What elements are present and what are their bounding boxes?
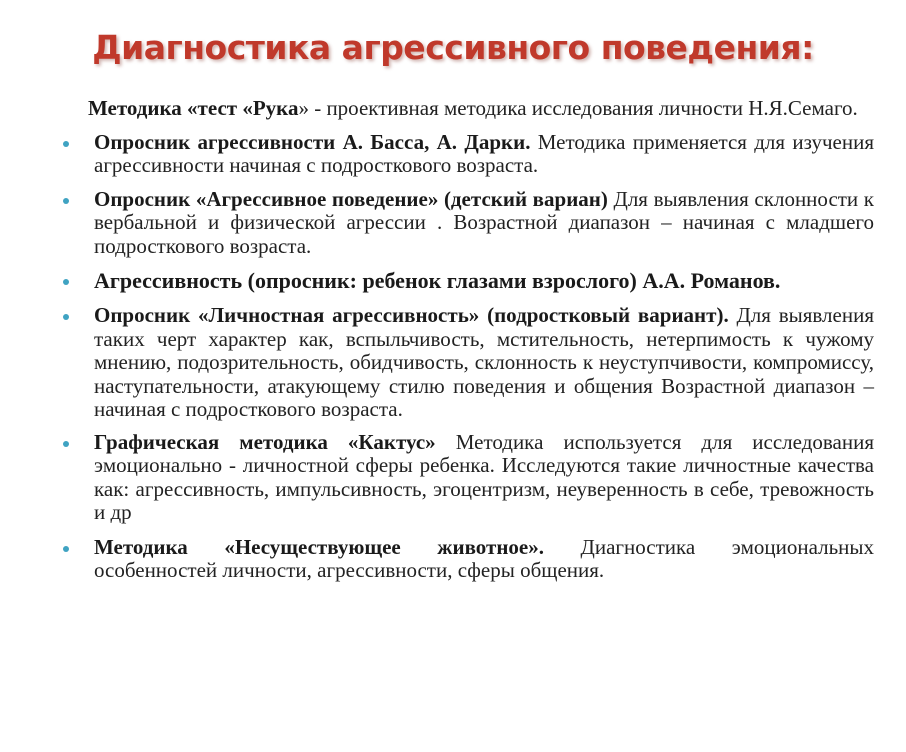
- item-text: Для выявления склонности к вербальной и физической агрессии . Возрастной диапазон – начиная с младшего подросткового возраста.: [94, 186, 874, 258]
- bullet-icon: [63, 198, 69, 204]
- list-item-nonexistent-animal: [94, 536, 874, 583]
- list-item-romanov: [94, 268, 874, 294]
- item-text: Для выявления таких черт характер как, вспыльчивость, мстительность, нетерпимость к чужому мнению, подозрительность, обидчивость, склонность к неуступчивости, компромиссу, наступательности, атакующему стилю поведения и общения Возрастной диапазон – начиная с подросткового возраста.: [94, 303, 874, 421]
- item-text: Диагностика эмоциональных особенностей личности, агрессивности, сферы общения.: [94, 534, 874, 582]
- bullet-icon: [63, 279, 69, 285]
- list-item-bass-darki: [94, 131, 874, 178]
- item-bold-text: Методика «Несуществующее животное».: [94, 534, 545, 559]
- item-bold-text: Методика «тест «Рука: [88, 96, 299, 120]
- item-text: » - проективная методика исследования личности Н.Я.Семаго.: [298, 96, 858, 120]
- item-text: Методика используется для исследования эмоционально - личностной сферы ребенка. Исследуются такие личностные качества как: агрессивность, импульсивность, эгоцентризм, неуверенность в себе, тревожность и др: [94, 429, 874, 524]
- list-item-ruka: [88, 96, 874, 121]
- slide-title: Диагностика агрессивного поведения:: [92, 28, 814, 67]
- list-item-aggressive-behavior: [94, 188, 874, 259]
- item-bold-text: Агрессивность (опросник: ребенок глазами взрослого) А.А. Романов.: [94, 268, 781, 293]
- bullet-icon: [63, 441, 69, 447]
- item-bold-text: Опросник «Личностная агрессивность» (подростковый вариант).: [94, 303, 729, 327]
- list-item-cactus: [94, 431, 874, 525]
- bullet-icon: [63, 141, 69, 147]
- bullet-icon: [63, 546, 69, 552]
- item-bold-text: Опросник «Агрессивное поведение» (детский вариан): [94, 186, 608, 211]
- item-bold-text: Опросник агрессивности А. Басса, А. Дарки.: [94, 129, 531, 154]
- item-text: Методика применяется для изучения агрессивности начиная с подросткового возраста.: [94, 129, 874, 177]
- list-item-personal-aggressiveness: [94, 304, 874, 422]
- methods-list: [88, 96, 874, 583]
- item-bold-text: Графическая методика «Кактус»: [94, 429, 436, 454]
- bullet-icon: [63, 314, 69, 320]
